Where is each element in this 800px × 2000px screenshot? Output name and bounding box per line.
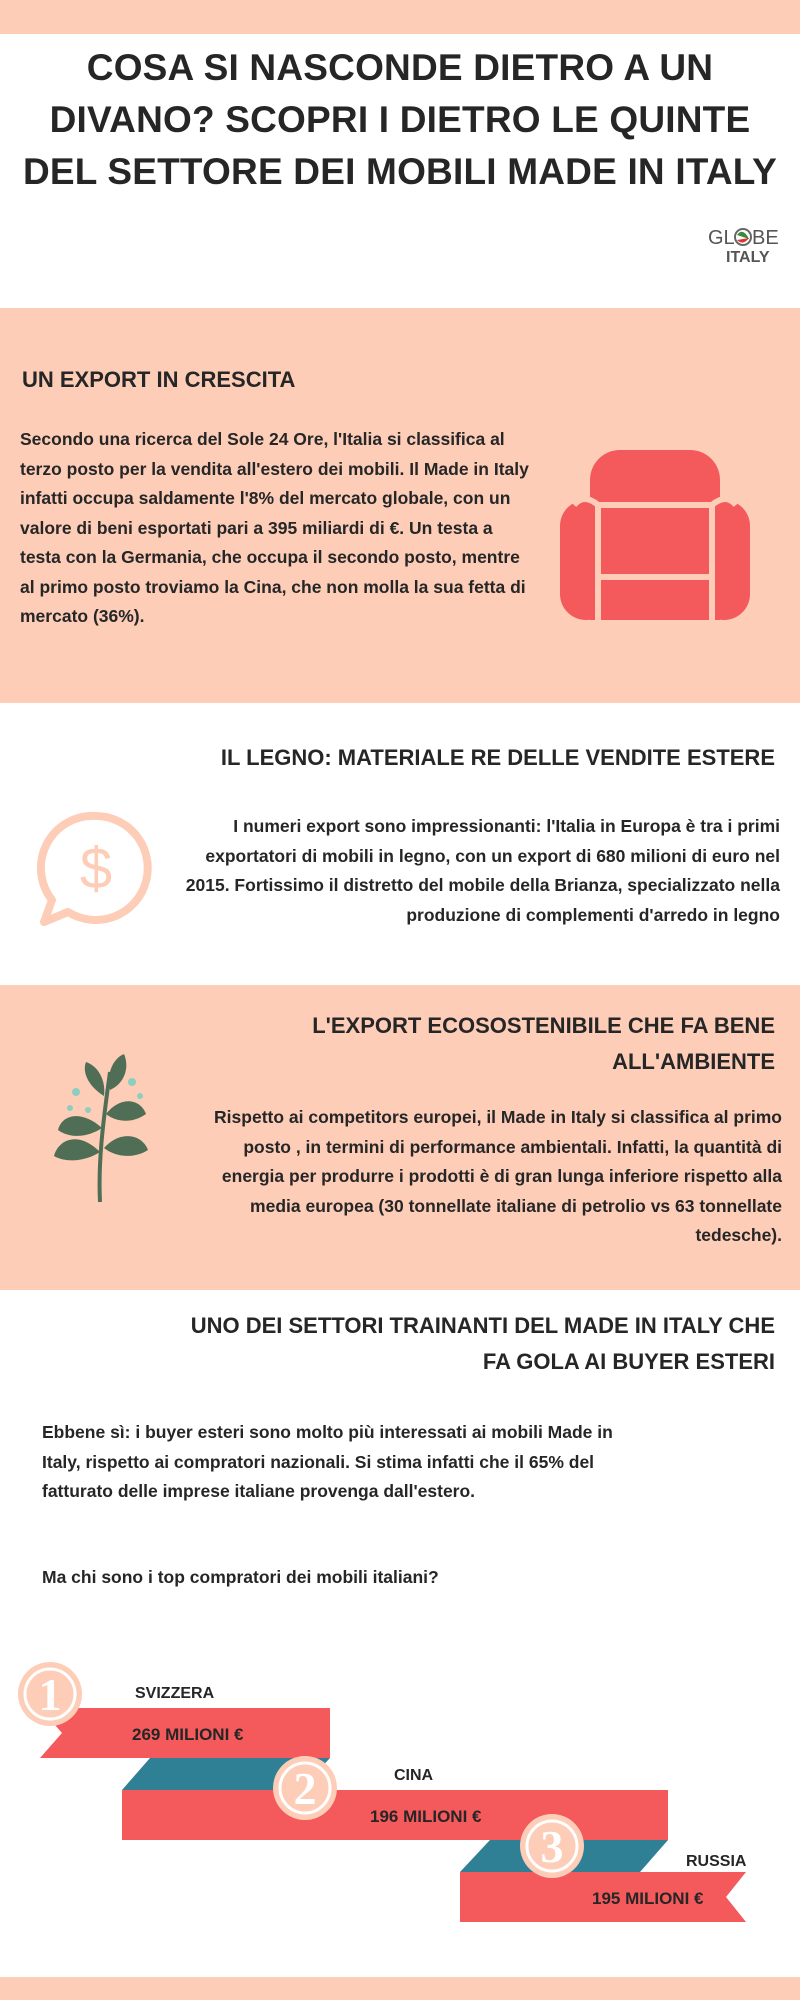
bottom-strip bbox=[0, 1977, 800, 2000]
plant-icon bbox=[48, 1052, 158, 1207]
rank-2-badge bbox=[273, 1756, 337, 1820]
section3-body: Rispetto ai competitors europei, il Made in Italy si classifica al primo posto , in termini di performance ambientali. Infatti, la quantità di energia per produrre i prodotti è di gran lunga inferiore rispetto alla media europea (30 tonnellate italiane di petrolio vs 63 tonnellate tedesche). bbox=[214, 1107, 782, 1245]
section4-heading-line2: FA GOLA AI BUYER ESTERI bbox=[482, 1349, 775, 1374]
rank-1-badge bbox=[18, 1662, 82, 1726]
section4-question: Ma chi sono i top compratori dei mobili italiani? bbox=[42, 1567, 439, 1587]
section2-heading: IL LEGNO: MATERIALE RE DELLE VENDITE ESTERE bbox=[220, 745, 775, 770]
rank-2-number: 2 bbox=[293, 1763, 317, 1814]
svg-text:ITALY: ITALY bbox=[726, 249, 770, 266]
ranking-graphic bbox=[0, 1650, 800, 1970]
section1-heading: UN EXPORT IN CRESCITA bbox=[22, 367, 296, 392]
rank-1-country: SVIZZERA bbox=[135, 1685, 215, 1702]
rank-1-value: 269 MILIONI € bbox=[132, 1725, 244, 1744]
section3-heading-line2: ALL'AMBIENTE bbox=[612, 1049, 775, 1074]
rank-3-country: RUSSIA bbox=[686, 1853, 747, 1870]
rank-3-number: 3 bbox=[540, 1821, 564, 1872]
svg-text:$: $ bbox=[79, 836, 113, 901]
svg-text:BE: BE bbox=[752, 227, 779, 249]
rank-3-badge bbox=[520, 1814, 584, 1878]
section1-body: Secondo una ricerca del Sole 24 Ore, l'Italia si classifica al terzo posto per la vendita all'estero dei mobili. Il Made in Italy infatti occupa saldamente l'8% del mercato globale, con un valore di beni esportati pari a 395 miliardi di €. Un testa a testa con la Germania, che occupa il secondo posto, mentre al primo posto troviamo la Cina, che non molla la sua fetta di mercato (36%). bbox=[20, 429, 529, 626]
globe-italy-logo bbox=[700, 222, 800, 272]
rank-1-number: 1 bbox=[38, 1669, 62, 1720]
rank-2-value: 196 MILIONI € bbox=[370, 1807, 482, 1826]
svg-text:GL: GL bbox=[708, 227, 735, 249]
section4-body: Ebbene sì: i buyer esteri sono molto più interessati ai mobili Made in Italy, rispetto ai compratori nazionali. Si stima infatti che il 65% del fatturato delle imprese italiane provenga dall'estero. bbox=[42, 1422, 613, 1501]
section4-heading-line1: UNO DEI SETTORI TRAINANTI DEL MADE IN ITALY CHE bbox=[190, 1313, 775, 1338]
rank-2-country: CINA bbox=[394, 1767, 434, 1784]
page-title: COSA SI NASCONDE DIETRO A UN DIVANO? SCOPRI I DIETRO LE QUINTE DEL SETTORE DEI MOBILI MADE IN ITALY bbox=[22, 47, 778, 192]
rank-3-value: 195 MILIONI € bbox=[592, 1889, 704, 1908]
dollar-speech-bubble-icon bbox=[36, 808, 156, 928]
top-strip bbox=[0, 0, 800, 34]
armchair-icon bbox=[560, 450, 750, 620]
section2-body: I numeri export sono impressionanti: l'Italia in Europa è tra i primi exportatori di mobili in legno, con un export di 680 milioni di euro nel 2015. Fortissimo il distretto del mobile della Brianza, specializzato nella produzione di complementi d'arredo in legno bbox=[185, 816, 780, 925]
section3-heading-line1: L'EXPORT ECOSOSTENIBILE CHE FA BENE bbox=[312, 1013, 775, 1038]
